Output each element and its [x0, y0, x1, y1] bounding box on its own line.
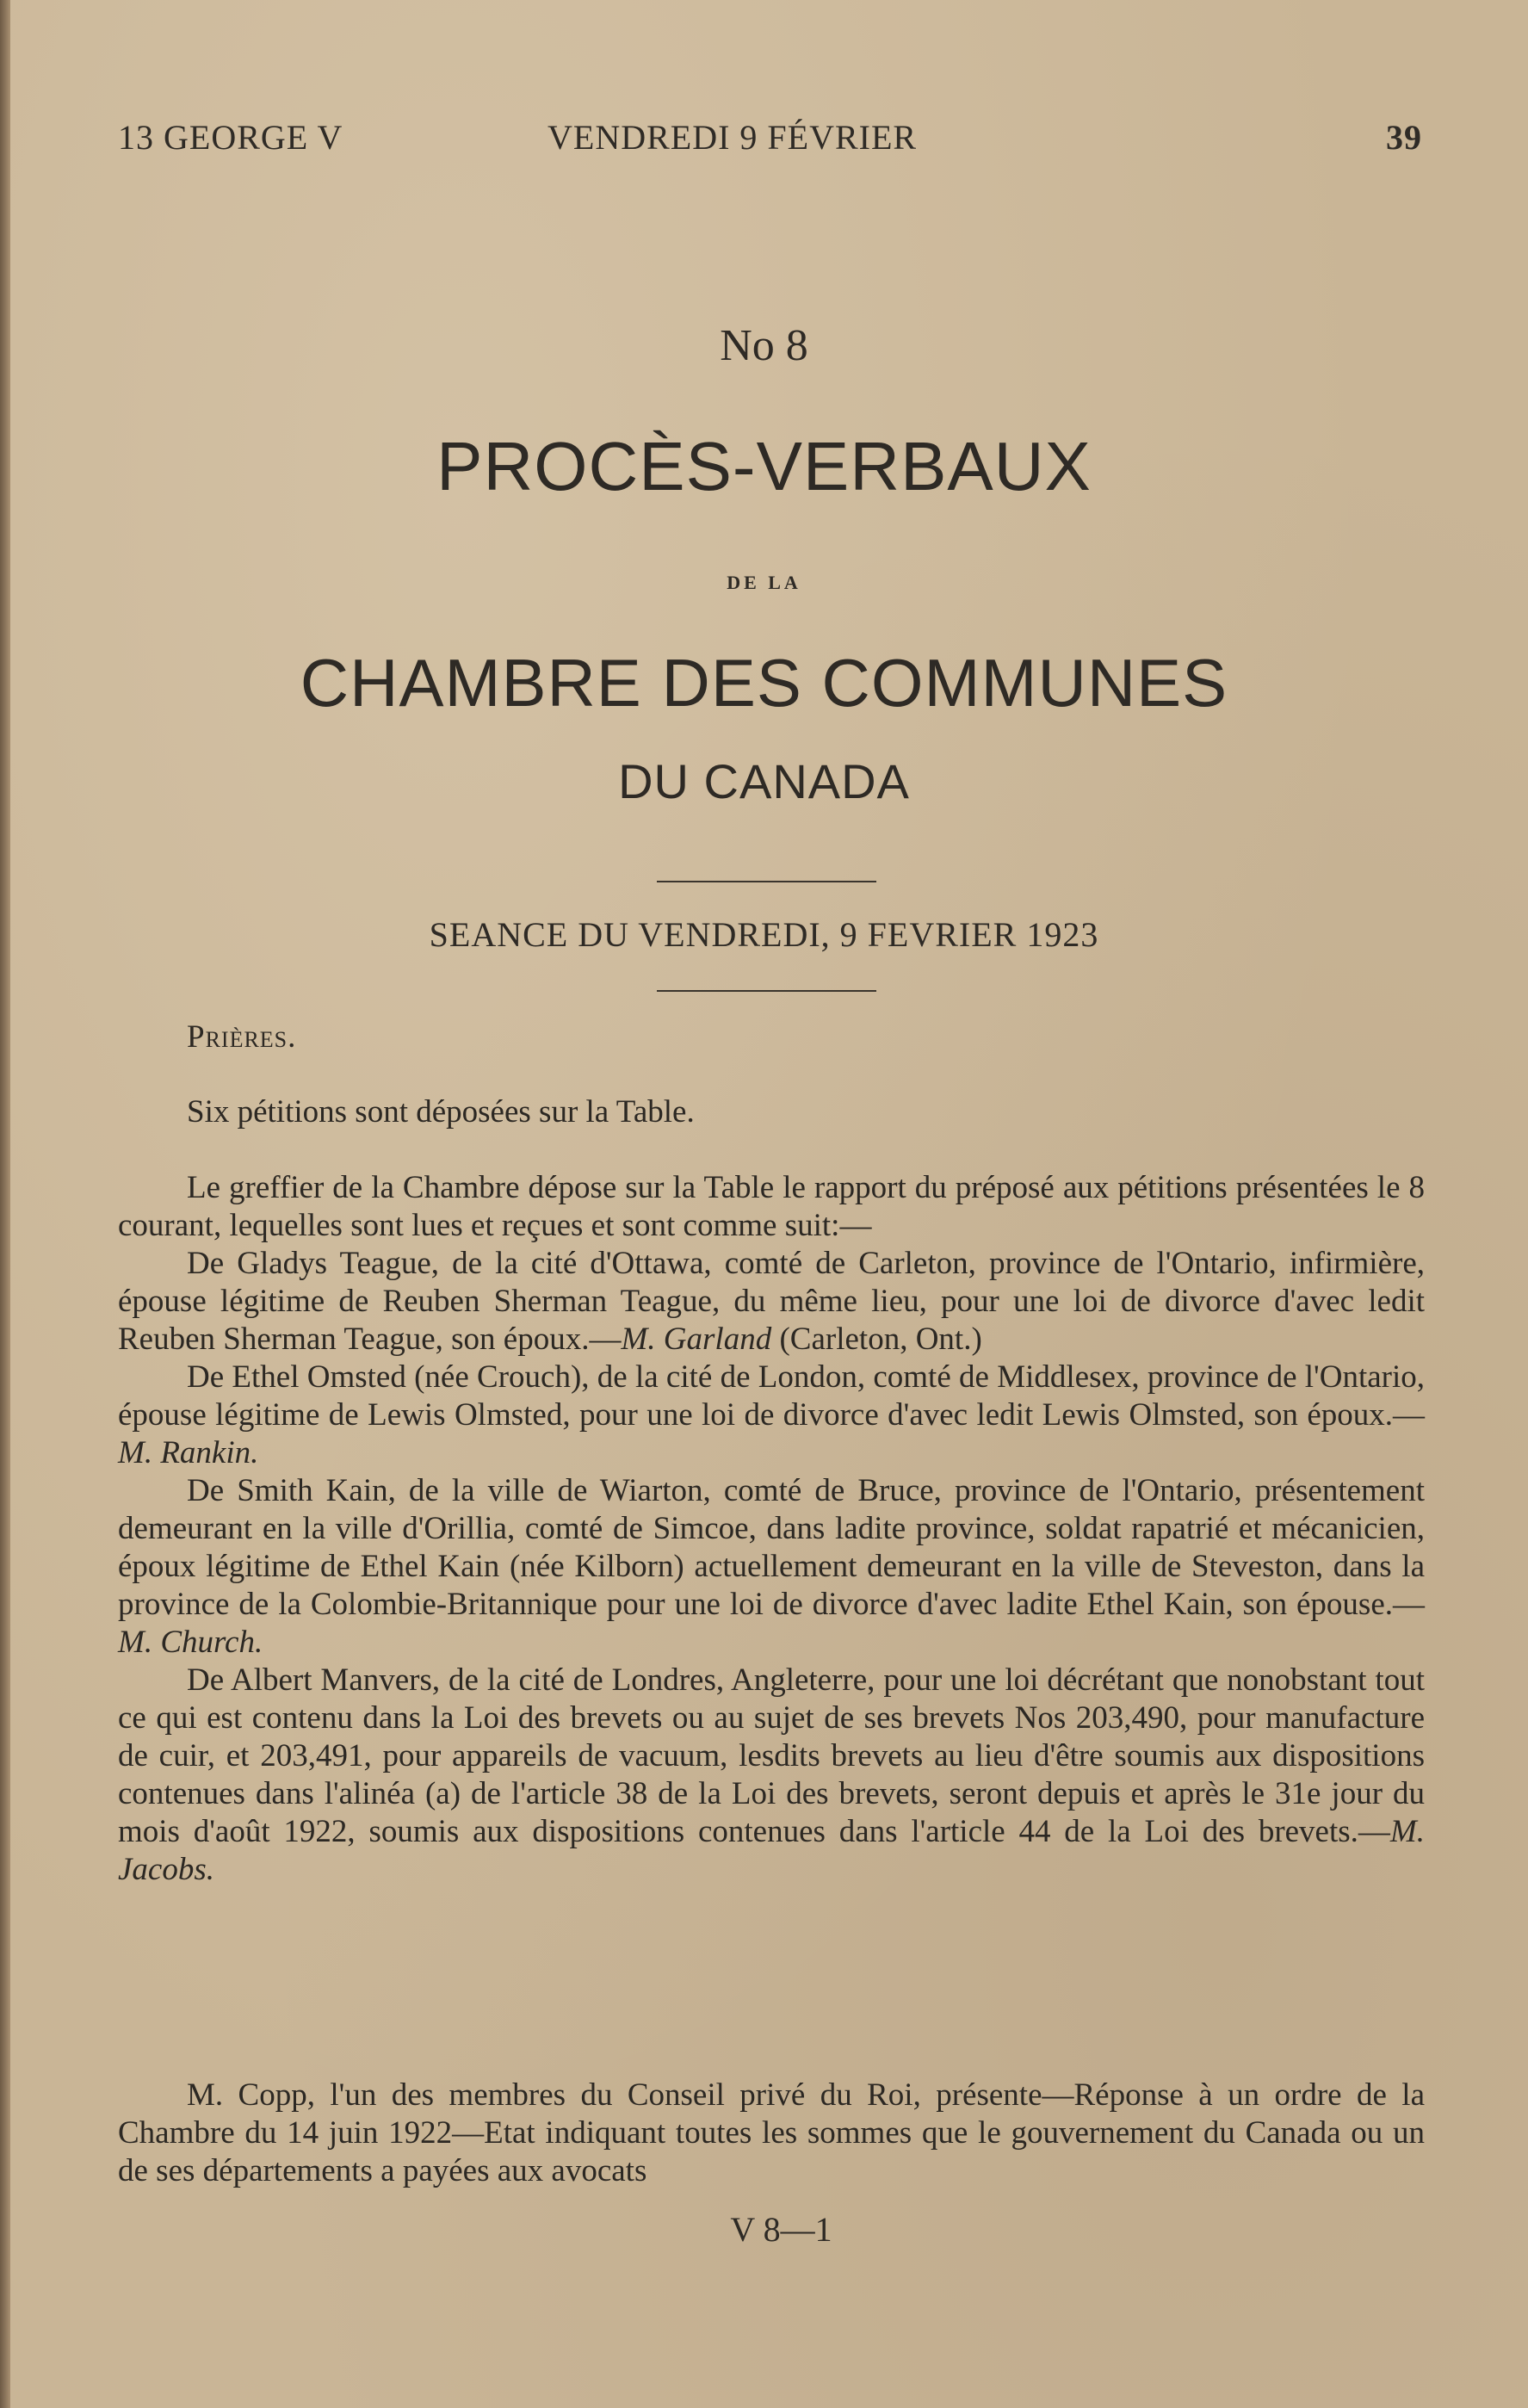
petition-text: De Ethel Omsted (née Crouch), de la cité de London, comté de Middlesex, province de l'Ontario, épouse légitime de Lewis Olmsted, pour une loi de divorce d'avec ledit Lewis Olmsted, son époux.— [118, 1359, 1425, 1433]
petition-entry [118, 1245, 1425, 1359]
document-title: PROCÈS-VERBAUX [436, 428, 1092, 505]
petition-entry [118, 1359, 1425, 1472]
issue-number: No 8 [720, 321, 808, 370]
page-number: 39 [1386, 118, 1422, 157]
copp-return-paragraph [118, 2077, 1425, 2190]
running-header-date: VENDREDI 9 FÉVRIER [547, 118, 918, 157]
printer-signature-mark: V 8—1 [730, 2210, 832, 2249]
divider-top [657, 881, 876, 882]
divider-bottom [657, 990, 876, 992]
title-connector: DE LA [727, 572, 801, 593]
petition-sponsor: M. Rankin. [118, 1435, 259, 1470]
petition-sponsor: M. Jacobs. [118, 1814, 1425, 1887]
clerk-report-section [118, 1169, 1425, 1889]
petition-text: De Smith Kain, de la ville de Wiarton, comté de Bruce, province de l'Ontario, présentement demeurant en la ville d'Orillia, comté de Simcoe, dans ladite province, soldat rapatrié et mécanicien, époux légitime de Ethel Kain (née Kilborn) actuellement demeurant en la ville de Steveston, dans la province de la Colombie-Britannique pour une loi de divorce d'avec ladite Ethel Kain, son épouse.— [118, 1473, 1425, 1622]
institution-name: CHAMBRE DES COMMUNES [300, 645, 1228, 721]
petition-sponsor: M. Church. [118, 1625, 263, 1660]
session-heading: SEANCE DU VENDREDI, 9 FEVRIER 1923 [429, 915, 1099, 954]
petition-text: De Gladys Teague, de la cité d'Ottawa, comté de Carleton, province de l'Ontario, infirmière, épouse légitime de Reuben Sherman Teague, du même lieu, pour une loi de divorce d'avec ledit Reuben Sherman Teague, son époux.— [118, 1246, 1425, 1357]
prayers-paragraph [118, 1018, 1425, 1056]
prayers-label: Prières. [187, 1019, 297, 1055]
petitions-tabled-paragraph [118, 1093, 1425, 1131]
copp-return-text: M. Copp, l'un des membres du Conseil privé du Roi, présente—Réponse à un ordre de la Chambre du 14 juin 1922—Etat indiquant toutes les sommes que le gouvernement du Canada ou un de ses départements a payées aux avocats [118, 2077, 1425, 2188]
petition-entry [118, 1472, 1425, 1662]
running-header-left: 13 GEORGE V [118, 118, 343, 157]
six-petitions-text: Six pétitions sont déposées sur la Table. [187, 1094, 695, 1130]
petition-entry [118, 1662, 1425, 1889]
petition-text: De Albert Manvers, de la cité de Londres, Angleterre, pour une loi décrétant que nonobstant tout ce qui est contenu dans la Loi des brevets ou au sujet de ses brevets Nos 203,490, pour manufacture de cuir, et 203,491, pour appareils de vacuum, lesdits brevets au lieu d'être soumis aux dispositions contenues dans l'alinéa (a) de l'article 38 de la Loi des brevets, seront depuis et après le 31e jour du mois d'août 1922, soumis aux dispositions contenues dans l'article 44 de la Loi des brevets.— [118, 1662, 1425, 1849]
petition-sponsor: M. Garland [621, 1322, 772, 1357]
clerk-report-intro: Le greffier de la Chambre dépose sur la Table le rapport du préposé aux pétitions présentées le 8 courant, lequelles sont lues et reçues et sont comme suit:— [118, 1170, 1425, 1243]
petition-suffix: (Carleton, Ont.) [771, 1322, 982, 1357]
institution-country: DU CANADA [618, 754, 910, 808]
